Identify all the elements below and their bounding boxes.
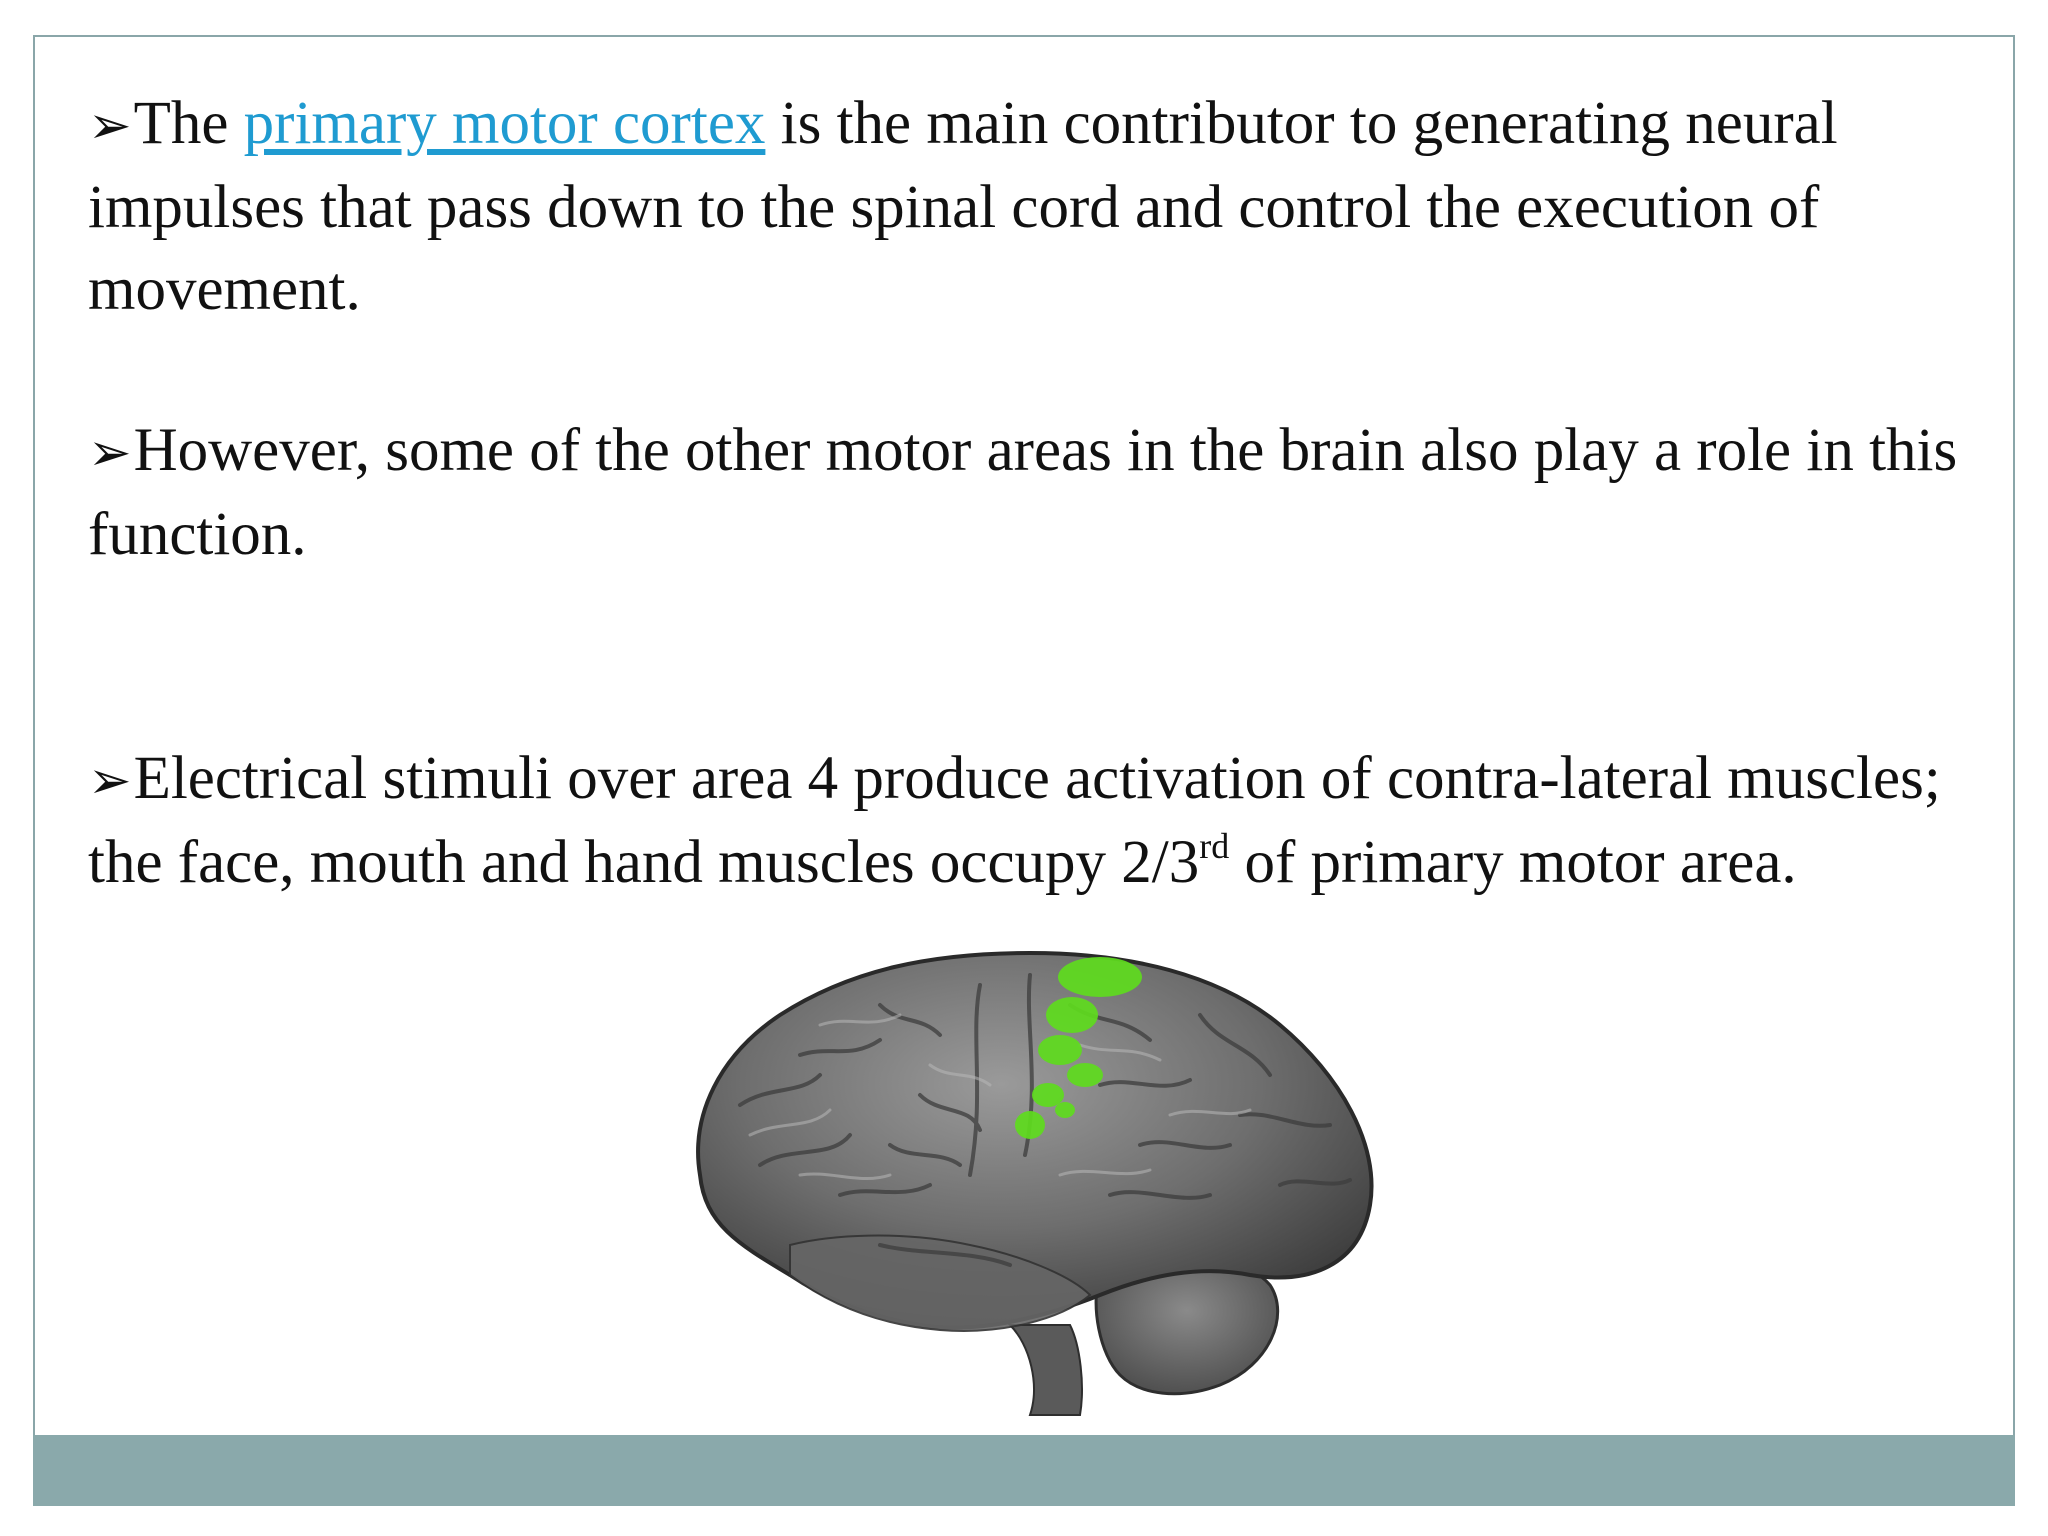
bullet-other-motor-areas bbox=[88, 410, 1988, 576]
primary-motor-cortex-link[interactable]: primary motor cortex bbox=[243, 90, 766, 157]
bullet-electrical-stimuli bbox=[88, 738, 1988, 904]
brain-illustration-icon bbox=[680, 945, 1460, 1425]
arrow-bullet-icon: ➢ bbox=[88, 96, 132, 156]
bullet-text: However, some of the other motor areas in the brain also play a role in this function. bbox=[88, 417, 1958, 568]
bullet-text-start: Electrical stimuli over area 4 produce activation of contra-lateral muscles; the face, mouth and hand muscles occupy 2/3 bbox=[88, 745, 1941, 896]
footer-bar bbox=[33, 1435, 2015, 1506]
bullet-text-end: of primary motor area. bbox=[1229, 829, 1797, 896]
arrow-bullet-icon: ➢ bbox=[88, 423, 132, 483]
bullet-primary-motor-cortex bbox=[88, 83, 1988, 331]
arrow-bullet-icon: ➢ bbox=[88, 751, 132, 811]
bullet-text-end: is the main contributor to generating neural impulses that pass down to the spinal cord and control the execution of movement. bbox=[88, 90, 1838, 323]
superscript-rd: rd bbox=[1199, 826, 1230, 866]
brainstem-shape bbox=[1010, 1325, 1082, 1415]
bullet-text-start: The bbox=[133, 90, 244, 157]
